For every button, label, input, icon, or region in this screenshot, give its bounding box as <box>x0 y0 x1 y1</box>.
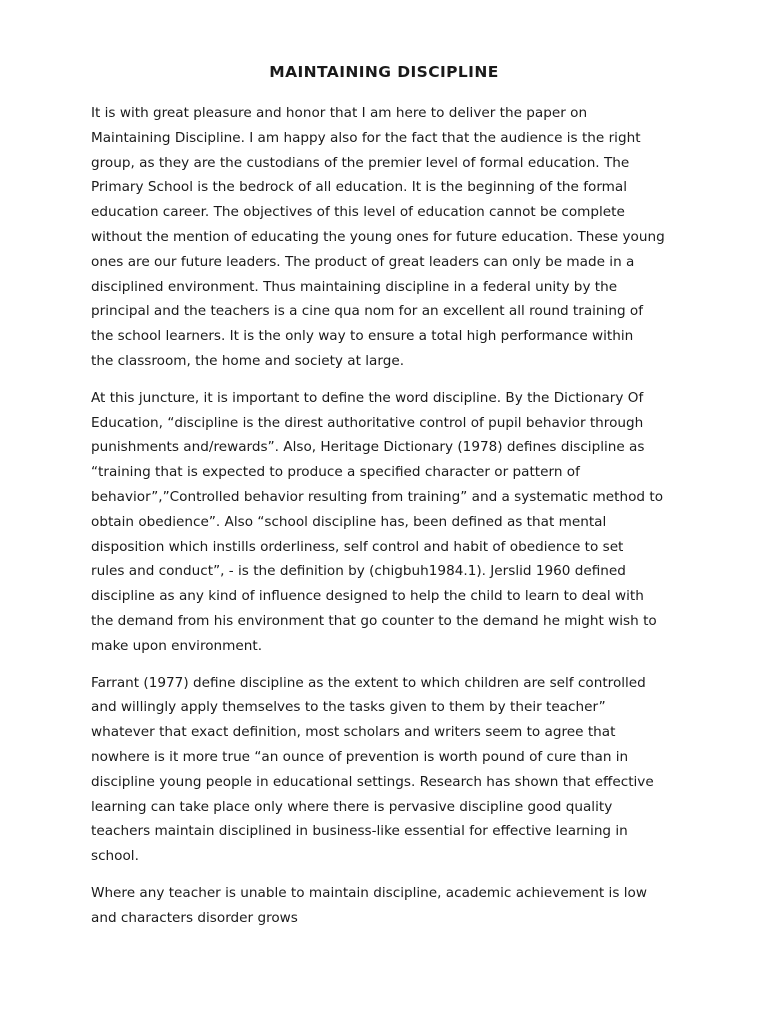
text-line: disposition which instills orderliness, self control and habit of obedience to set <box>91 538 624 555</box>
text-line: nowhere is it more true “an ounce of prevention is worth pound of cure than in <box>91 748 629 765</box>
text-line: Primary School is the bedrock of all education. It is the beginning of the formal <box>91 179 628 196</box>
text-line: Maintaining Discipline. I am happy also for the fact that the audience is the right <box>91 129 641 146</box>
text-line: without the mention of educating the young ones for future education. These young <box>91 228 665 245</box>
text-line: and characters disorder grows <box>91 909 298 926</box>
text-line: punishments and/rewards”. Also, Heritage Dictionary (1978) defines discipline as <box>91 439 645 456</box>
text-line: disciplined environment. Thus maintaining discipline in a federal unity by the <box>91 278 618 295</box>
text-line: and willingly apply themselves to the tasks given to them by their teacher” <box>91 699 606 716</box>
text-line: group, as they are the custodians of the premier level of formal education. The <box>91 154 630 171</box>
paragraph-2 <box>91 386 681 659</box>
text-line: the classroom, the home and society at large. <box>91 352 405 369</box>
text-line: teachers maintain disciplined in business-like essential for effective learning in <box>91 823 628 840</box>
text-line: Farrant (1977) define discipline as the extent to which children are self controlled <box>91 674 646 691</box>
text-line: education career. The objectives of this level of education cannot be complete <box>91 204 625 221</box>
text-line: learning can take place only where there is pervasive discipline good quality <box>91 798 613 815</box>
text-line: the school learners. It is the only way to ensure a total high performance within <box>91 328 634 345</box>
document-body <box>91 101 681 943</box>
text-line: discipline young people in educational settings. Research has shown that effective <box>91 773 654 790</box>
text-line: principal and the teachers is a cine qua nom for an excellent all round training of <box>91 303 643 320</box>
text-line: “training that is expected to produce a specified character or pattern of <box>91 464 580 481</box>
text-line: behavior”,”Controlled behavior resulting from training” and a systematic method to <box>91 488 664 505</box>
text-line: It is with great pleasure and honor that I am here to deliver the paper on <box>91 105 588 121</box>
paragraph-1 <box>91 101 681 374</box>
paragraph-4 <box>91 881 681 931</box>
text-line: school. <box>91 848 139 865</box>
text-line: rules and conduct”, - is the definition by (chigbuh1984.1). Jerslid 1960 defined <box>91 563 626 580</box>
text-line: make upon environment. <box>91 637 263 654</box>
text-line: whatever that exact definition, most scholars and writers seem to agree that <box>91 724 616 741</box>
text-line: the demand from his environment that go counter to the demand he might wish to <box>91 612 657 629</box>
text-line: At this juncture, it is important to define the word discipline. By the Dictionary Of <box>91 389 644 406</box>
text-line: Where any teacher is unable to maintain discipline, academic achievement is low <box>91 884 647 901</box>
text-line: discipline as any kind of influence designed to help the child to learn to deal with <box>91 588 644 605</box>
text-line: Education, “discipline is the direst authoritative control of pupil behavior through <box>91 414 644 431</box>
text-line: obtain obedience”. Also “school discipline has, been defined as that mental <box>91 513 607 530</box>
document-title: MAINTAINING DISCIPLINE <box>269 63 499 81</box>
text-line: ones are our future leaders. The product of great leaders can only be made in a <box>91 253 635 270</box>
paragraph-3 <box>91 671 681 869</box>
